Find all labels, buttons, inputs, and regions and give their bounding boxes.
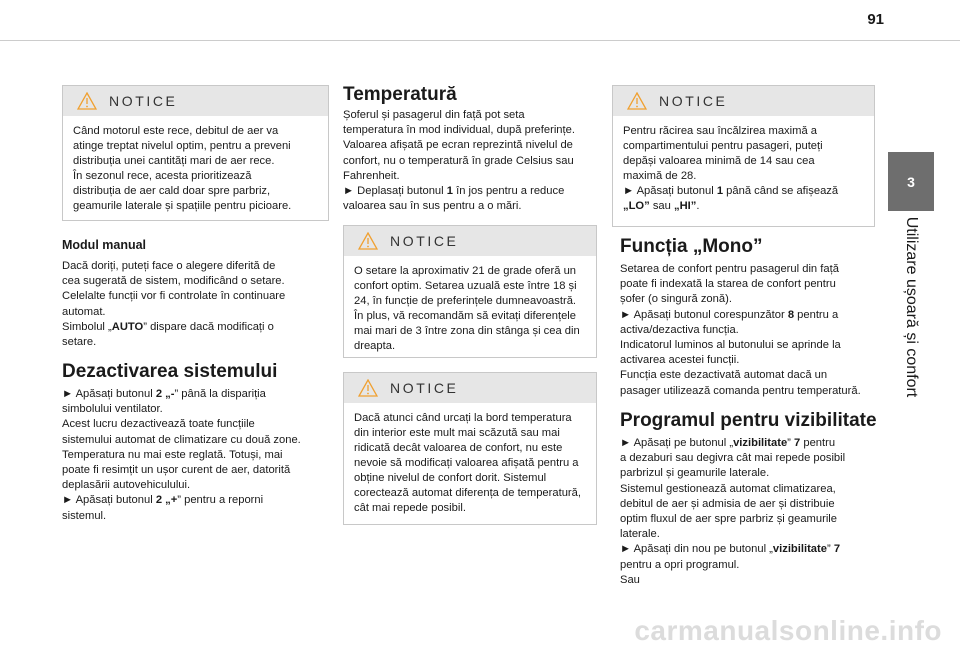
notice-header xyxy=(344,226,596,256)
notice-box-interior-temperature xyxy=(343,372,597,525)
notice-text: Pentru răcirea sau încălzirea maximă a compartimentului pentru pasageri, puteți depăși valoarea minimă de 14 sau cea maximă de 28. ► Apăsați butonul 1 până când se afișează „LO” sau „HI”. xyxy=(623,125,839,212)
warning-triangle-icon xyxy=(358,379,378,397)
page-number: 91 xyxy=(867,11,884,28)
heading-mono-function: Funcția „Mono” xyxy=(620,236,763,257)
notice-box-comfort-setting xyxy=(343,225,597,358)
warning-triangle-icon xyxy=(627,92,647,110)
watermark: carmanualsonline.info xyxy=(634,615,942,646)
notice-title: NOTICE xyxy=(390,380,459,396)
notice-text: O setare la aproximativ 21 de grade oferă un confort optim. Setarea uzuală este între 18 și 24, în funcție de preferințele dumneavoastră. În plus, vă recomandăm să evitați diferențele mai mari de 3 între zona din stânga și cea din dreapta. xyxy=(354,265,580,352)
top-divider xyxy=(0,40,960,41)
chapter-number: 3 xyxy=(907,173,915,190)
notice-header xyxy=(613,86,874,116)
notice-header xyxy=(344,373,596,403)
temperature-text: Șoferul și pasagerul din față pot seta temperatura în mod individual, după preferințe. Valoarea afișată pe ecran reprezintă nivelul de confort, nu o temperatură în grade Celsius sau Fahrenheit. ► Deplasați butonul 1 în jos pentru a reduce valoarea sau în sus pentru a o mări. xyxy=(343,109,575,213)
chapter-title: Utilizare ușoară și confort xyxy=(903,216,920,398)
heading-manual-mode: Modul manual xyxy=(62,238,147,252)
deactivation-text: ► Apăsați butonul 2 „-” până la dispariția simbolului ventilator. Acest lucru dezactivează toate funcțiile sistemului automat de climatizare cu două zone. Temperatura nu mai este reglată. Totuși, mai poate fi resimțit un ușor curent de aer, datorită deplasării autovehiculului. ► Apăsați butonul 2 „+” pentru a reporni sistemul. xyxy=(62,388,301,522)
warning-triangle-icon xyxy=(77,92,97,110)
heading-deactivation: Dezactivarea sistemului xyxy=(62,361,278,382)
mono-function-text: Setarea de confort pentru pasagerul din față poate fi indexată la starea de confort pentru șofer (o singură zonă). ► Apăsați butonul corespunzător 8 pentru a activa/dezactiva funcția. Indicatorul luminos al butonului se aprinde la activarea acestei funcții. Funcția este dezactivată automat dacă un pasager utilizează comanda pentru temperatură. xyxy=(620,263,861,397)
warning-triangle-icon xyxy=(358,232,378,250)
manual-mode-text: Dacă doriți, puteți face o alegere diferită de cea sugerată de sistem, modificând o setare. Celelalte funcții vor fi controlate în continuare automat. Simbolul „AUTO” dispare dacă modificați o setare. xyxy=(62,260,286,349)
notice-title: NOTICE xyxy=(109,93,178,109)
notice-header xyxy=(63,86,328,116)
notice-text: Dacă atunci când urcați la bord temperatura din interior este mult mai scăzută sau mai ridicată decât valoarea de confort, nu este nevoie să modificați valoarea afișată pentru a obține nivelul de confort dorit. Sistemul corectează automat diferența de temperatură, cât mai repede posibil. xyxy=(354,412,581,514)
notice-box-max-heating xyxy=(612,85,875,227)
notice-title: NOTICE xyxy=(390,233,459,249)
heading-temperature: Temperatură xyxy=(343,84,457,105)
notice-text: Când motorul este rece, debitul de aer va atinge treptat nivelul optim, pentru a preveni distribuția unei cantități mari de aer rece. În sezonul rece, acesta prioritizează distribuția de aer cald doar spre parbriz, geamurile laterale și spațiile pentru picioare. xyxy=(73,125,292,212)
heading-visibility-program: Programul pentru vizibilitate xyxy=(620,410,877,431)
visibility-program-text: ► Apăsați pe butonul „vizibilitate” 7 pentru a dezaburi sau degivra cât mai repede posibil parbrizul și geamurile laterale. Sistemul gestionează automat climatizarea, debitul de aer și admisia de aer și distribuie optim fluxul de aer spre parbriz și geamurile laterale. ► Apăsați din nou pe butonul „vizibilitate” 7 pentru a opri programul. Sau xyxy=(620,437,846,586)
notice-title: NOTICE xyxy=(659,93,728,109)
notice-box-cold-engine xyxy=(62,85,329,221)
